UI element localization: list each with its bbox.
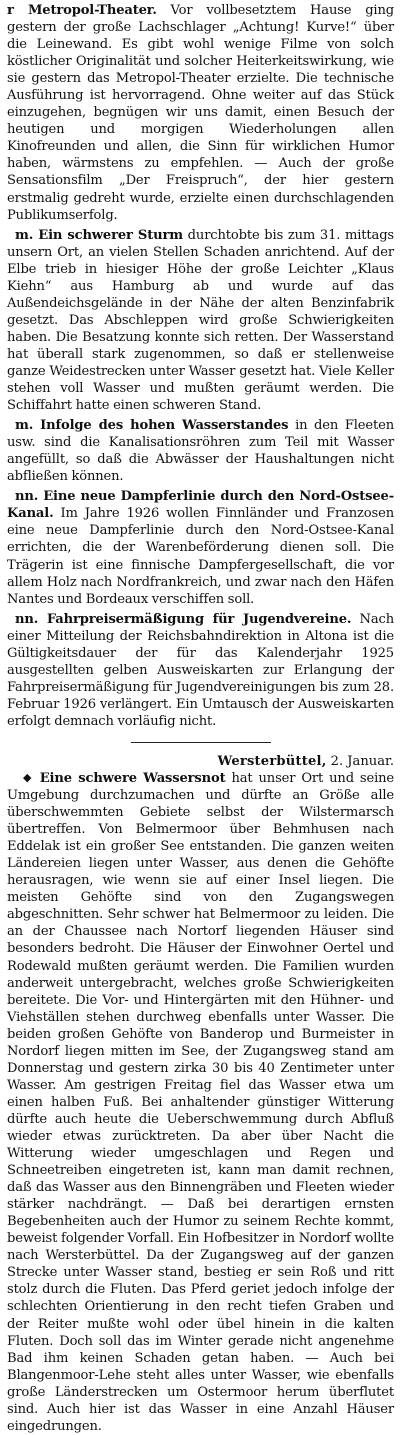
article-water-level [7, 417, 394, 485]
article-headline: nn. Eine neue Dampferlinie durch den Nord-Ostsee-Kanal. [7, 489, 394, 522]
article-body: in den Fleeten usw. sind die Kanalisationsröhren zum Teil mit Wasser angefüllt, so daß die Abwässer der Haushaltungen nicht abfließen können. [7, 418, 394, 485]
dateline [7, 753, 394, 770]
article-body: Nach einer Mitteilung der Reichsbahndirektion in Altona ist die Gültigkeitsdauer der für das Kalenderjahr 1925 ausgestellten gelben Ausweiskarten zur Erlangung der Fahrpreisermäßigung für Jugendvereinigungen bis zum 28. Februar 1926 verlängert. Ein Umtausch der Ausweiskarten erfolgt demnach vorläufig nicht. [7, 611, 394, 729]
article-body: Im Jahre 1926 wollen Finnländer und Franzosen eine neue Dampferlinie durch den Nord-Ostsee-Kanal errichten, die der Warenbeförderung dienen soll. Die Trägerin ist eine finnische Dampfergesellschaft, die vor allem Holz nach Nordfrankreich, und zwar nach den Häfen Nantes und Bordeaux verschiffen soll. [7, 506, 394, 607]
article-headline: m. Ein schwerer Sturm [15, 227, 183, 243]
article-headline: m. Infolge des hohen Wasserstandes [15, 418, 289, 434]
article-body: Vor vollbesetztem Hause ging gestern der große Lachschlager „Achtung! Kurve!“ über die Leinewand. Es gibt wohl wenige Filme von solch köstlicher Originalität und solcher Heiterkeitswirkung, wie sie gestern das Metropol-Theater erzielte. Die technische Ausführung ist hervorragend. Ohne weiter auf das Stück einzugehen, begnügen wir uns damit, einen Besuch der heutigen und morgigen Wiederholungen allen Kinofreunden und allen, die Sinn für wirklichen Humor haben, wärmstens zu empfehlen. — Auch der große Sensationsfilm „Der Freispruch“, der hier gestern erstmalig gedreht wurde, erzielte einen durchschlagenden Publikumserfolg. [7, 3, 394, 223]
article-body: durchtobte bis zum 31. mittags unsern Ort, an vielen Stellen Schaden anrichtend. Auf der Elbe trieb in hiesiger Höhe der große Leichter „Klaus Kiehn“ aus Hamburg ab und wurde auf das Außendeichsgelände in der Nähe der alten Benzinfabrik gesetzt. Das Abschleppen wird große Schwierigkeiten haben. Die Besatzung konnte sich retten. Der Wasserstand hat überall stark zugenommen, so daß er stellenweise ganze Weidestrecken unter Wasser gesetzt hat. Viele Keller stehen voll Wasser und mußten geräumt werden. Die Schiffahrt hatte einen schweren Stand. [7, 227, 394, 414]
dateline-place: Wersterbüttel, [217, 753, 327, 769]
article-metropol-theater [7, 2, 394, 224]
article-headline: r Metropol-Theater. [7, 3, 157, 18]
dateline-date: 2. Januar. [326, 753, 394, 769]
article-flood [7, 770, 394, 1435]
article-body: hat unser Ort und seine Umgebung durchzumachen und dürfte an Größe alle überschwemmten Gebiete selbst der Wilstermarsch übertreffen. Von Belmermoor über Behmhusen nach Eddelak ist ein großer See entstanden. Die ganzen weiten Ländereien liegen unter Wasser, aus denen die Gehöfte herausragen, wie wenn sie auf einer Insel liegen. Die meisten Gehöfte sind von den Zugangswegen abgeschnitten. Sehr schwer hat Belmermoor zu leiden. Die an der Chaussee nach Nortorf liegenden Häuser sind besonders bedroht. Die Häuser der Einwohner Oertel und Rodewald mußten geräumt werden. Die Familien wurden anderweit untergebracht, welches große Schwierigkeiten bereitete. Die Vor- und Hintergärten mit den Hühner- und Viehställen stehen durchweg ebenfalls unter Wasser. Die beiden großen Gehöfte von Banderop und Burmeister in Nordorf liegen mitten im See, der Zugangsweg stand am Donnerstag und gestern zirka 30 bis 40 Zentimeter unter Wasser. Am gestrigen Freitag fiel das Wasser etwa um einen halben Fuß. Bei anhaltender günstiger Witterung dürfte auch heute die Ueberschwemmung durch Abfluß wieder etwas zurücktreten. Da aber über Nacht die Witterung wieder umgeschlagen und Regen und Schneetreiben eingetreten ist, kann man damit rechnen, daß das Wasser aus den Binnengräben und Fleeten wieder stärker nachdrängt. — Daß bei derartigen ernsten Begebenheiten auch der Humor zu seinem Rechte kommt, beweist folgender Vorfall. Ein Hofbesitzer in Nordorf wollte nach Wersterbüttel. Da der Zugangsweg auf der ganzen Strecke unter Wasser stand, bestieg er sein Roß und ritt stolz durch die Fluten. Das Pferd geriet jedoch infolge der schlechten Orientierung in den recht tiefen Graben und der Reiter mußte wohl oder übel hinein in die kalten Fluten. Doch soll das im Winter gerade nicht angenehme Bad ihm keinen Schaden getan haben. — Auch bei Blangenmoor-Lehe steht alles unter Wasser, wie ebenfalls große Länderstrecken um Ostermoor herum überflutet sind. Auch hier ist das Wasser in eine Anzahl Häuser eingedrungen. [7, 771, 394, 1434]
diamond-marker-icon: ◆ [23, 771, 32, 785]
article-headline: Eine schwere Wassersnot [33, 771, 226, 787]
article-steamer-line [7, 488, 394, 607]
article-headline: nn. Fahrpreisermäßigung für Jugendvereine. [15, 611, 352, 627]
article-storm [7, 227, 394, 415]
article-fare-reduction [7, 611, 394, 730]
section-divider [131, 742, 271, 743]
